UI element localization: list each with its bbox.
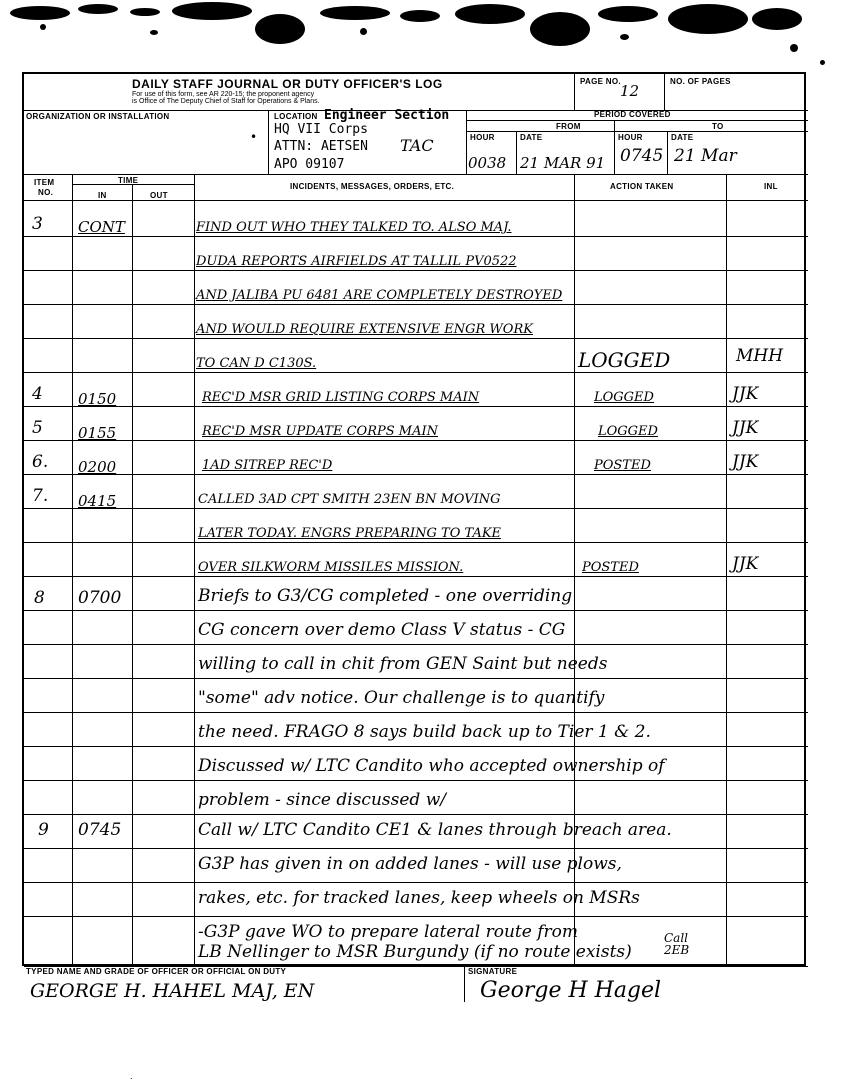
page-no-value: 12: [620, 82, 640, 100]
time-in: 0745: [78, 820, 122, 840]
item-number: 9: [38, 820, 49, 840]
org-line-2-note: TAC: [400, 136, 434, 155]
item-number: 6.: [32, 452, 49, 472]
page-no-label: PAGE NO.: [580, 77, 621, 86]
action-taken-label: ACTION TAKEN: [610, 182, 674, 191]
action-taken: Call 2EB: [664, 931, 690, 957]
item-number: 5: [32, 418, 43, 438]
to-hour-value: 0745: [620, 146, 664, 166]
incident-text: Briefs to G3/CG completed - one overriding: [198, 586, 573, 606]
initials: JJK: [732, 418, 759, 438]
time-out-label: OUT: [150, 191, 168, 200]
item-number: 4: [32, 384, 43, 404]
incident-text: -G3P gave WO to prepare lateral route from: [198, 922, 578, 942]
org-line-2: ATTN: AETSEN: [274, 139, 368, 154]
signature-label: SIGNATURE: [468, 967, 518, 976]
form-subtitle-1: For use of this form, see AR 220-15; the proponent agency: [132, 91, 315, 98]
signature: George H Hagel: [480, 978, 662, 1003]
incident-text: Call w/ LTC Candito CE1 & lanes through breach area.: [198, 820, 672, 840]
incident-text: REC'D MSR GRID LISTING CORPS MAIN: [202, 390, 480, 405]
incident-text: rakes, etc. for tracked lanes, keep wheels on MSRs: [198, 888, 640, 908]
time-in: 0150: [78, 390, 117, 408]
initials: JJK: [732, 384, 759, 404]
item-number: 3: [32, 214, 43, 234]
org-line-3: APO 09107: [274, 157, 345, 172]
from-date-value: 21 MAR 91: [520, 154, 606, 172]
action-taken: POSTED: [594, 458, 651, 473]
initials-label: INL: [764, 182, 778, 191]
time-in: CONT: [78, 218, 125, 236]
from-date-label: DATE: [520, 133, 543, 142]
time-in: 0155: [78, 424, 117, 442]
incident-text: 1AD SITREP REC'D: [202, 458, 333, 473]
time-label: TIME: [118, 176, 139, 185]
form-subtitle-2: is Office of The Deputy Chief of Staff for Operations & Plans.: [132, 98, 320, 105]
org-line-1: HQ VII Corps: [274, 122, 368, 137]
action-taken: LOGGED: [598, 424, 658, 439]
location-label: LOCATION: [274, 112, 318, 121]
incident-text: FIND OUT WHO THEY TALKED TO. ALSO MAJ.: [196, 220, 512, 235]
to-label: TO: [712, 122, 724, 131]
item-number: 8: [34, 588, 45, 608]
incident-text: LATER TODAY. ENGRS PREPARING TO TAKE: [198, 526, 502, 541]
item-number: 7.: [32, 486, 49, 506]
action-taken: POSTED: [582, 560, 639, 575]
no-of-pages-label: NO. OF PAGES: [670, 77, 731, 86]
scan-noise-header: [0, 0, 848, 70]
to-date-label: DATE: [671, 133, 694, 142]
incident-text: DUDA REPORTS AIRFIELDS AT TALLIL PV0522: [196, 254, 517, 269]
incident-text: REC'D MSR UPDATE CORPS MAIN: [202, 424, 438, 439]
org-label: ORGANIZATION OR INSTALLATION: [26, 112, 170, 121]
incident-text: LB Nellinger to MSR Burgundy (if no route exists): [198, 942, 632, 962]
incident-text: OVER SILKWORM MISSILES MISSION.: [198, 560, 464, 575]
incident-text: CALLED 3AD CPT SMITH 23EN BN MOVING: [198, 492, 501, 507]
period-covered-label: PERIOD COVERED: [594, 110, 671, 119]
from-hour-value: 0038: [468, 154, 507, 172]
staff-journal-form: DAILY STAFF JOURNAL OR DUTY OFFICER'S LOG For use of this form, see AR 220-15; the proponent agency is Office of The Deputy Chief of Staff for Operations & Plans. PAGE NO. 12 NO. OF PAGES ORGANIZATION OR INSTALLATION • LOCATION Engineer Section HQ VII Corps ATTN: AETSEN TAC APO 09107 PERIOD COVERED FROM TO HOUR DATE HOUR DATE 0038 21 MAR 91 0745 21 Mar ITEM NO. TIME IN OUT INCIDENTS, MESSAGES, ORDERS, ETC. ACTION TAKEN INL 3 CONT FIND OUT WHO THEY TALKED TO. ALSO MAJ. DUDA REPORTS AIRFIELDS AT TALLIL PV0522 AND JALIBA PU 6481 ARE COMPLETELY DESTROYED AND WOULD REQUIRE EXTENSIVE ENGR WORK TO CAN D C130S. LOGGED MHH 4 0150 REC'D MSR GRID LISTING CORPS MAIN LOGGED JJK 5 0155 REC'D MSR UPDATE CORPS MAIN LOGGED JJK 6. 0200 1AD SITREP REC'D POSTED JJK 7. 0415 CALLED 3AD CPT SMITH 23EN BN MOVING LATER TODAY. ENGRS PREPARING TO TAKE OVER SILKWORM MISSILES MISSION. POSTED JJK 8 0700 Briefs to G3/CG completed - one overriding CG concern over demo Class V status - CG willing to call in chit from GEN Saint but needs "some" adv notice. Our challenge is to quantify the need. FRAGO 8 says build back up to Tier 1 & 2. Discussed w/ LTC Candito who accepted ownership of problem - since discussed w/ 9 0745 Call w/ LTC Candito CE1 & lanes through breach area. G3P has given in on added lanes - will use plows, rakes, etc. for tracked lanes, keep wheels on MSRs -G3P gave WO to prepare lateral route from LB Nellinger to MSR Burgundy (if no route exists) Call 2EB: [22, 72, 806, 966]
initials: JJK: [732, 452, 759, 472]
incident-text: the need. FRAGO 8 says build back up to Tier 1 & 2.: [198, 722, 651, 742]
initials: JJK: [732, 554, 759, 574]
initials: MHH: [736, 346, 784, 366]
org-section: Engineer Section: [324, 108, 450, 123]
incident-text: CG concern over demo Class V status - CG: [198, 620, 566, 640]
action-taken: LOGGED: [578, 348, 671, 372]
incident-text: Discussed w/ LTC Candito who accepted ownership of: [198, 756, 665, 776]
incident-text: AND WOULD REQUIRE EXTENSIVE ENGR WORK: [196, 322, 533, 337]
time-in-label: IN: [98, 191, 107, 200]
incidents-label: INCIDENTS, MESSAGES, ORDERS, ETC.: [290, 182, 455, 191]
item-no-label-2: NO.: [38, 188, 54, 197]
time-in: 0415: [78, 492, 117, 510]
time-in: 0700: [78, 588, 122, 608]
from-label: FROM: [556, 122, 581, 131]
incident-text: "some" adv notice. Our challenge is to quantify: [198, 688, 605, 708]
to-date-value: 21 Mar: [674, 146, 737, 166]
incident-text: problem - since discussed w/: [198, 790, 446, 810]
action-taken: LOGGED: [594, 390, 654, 405]
time-in: 0200: [78, 458, 117, 476]
form-title: DAILY STAFF JOURNAL OR DUTY OFFICER'S LOG: [132, 77, 443, 91]
incident-text: willing to call in chit from GEN Saint but needs: [198, 654, 608, 674]
typed-name-label: TYPED NAME AND GRADE OF OFFICER OR OFFICIAL ON DUTY: [26, 967, 287, 976]
incident-text: G3P has given in on added lanes - will use plows,: [198, 854, 622, 874]
from-hour-label: HOUR: [470, 133, 495, 142]
typed-name-value: GEORGE H. HAHEL MAJ, EN: [30, 980, 315, 1002]
to-hour-label: HOUR: [618, 133, 643, 142]
incident-text: AND JALIBA PU 6481 ARE COMPLETELY DESTROYED: [196, 288, 563, 303]
item-no-label-1: ITEM: [34, 178, 55, 187]
incident-text: TO CAN D C130S.: [196, 356, 317, 371]
